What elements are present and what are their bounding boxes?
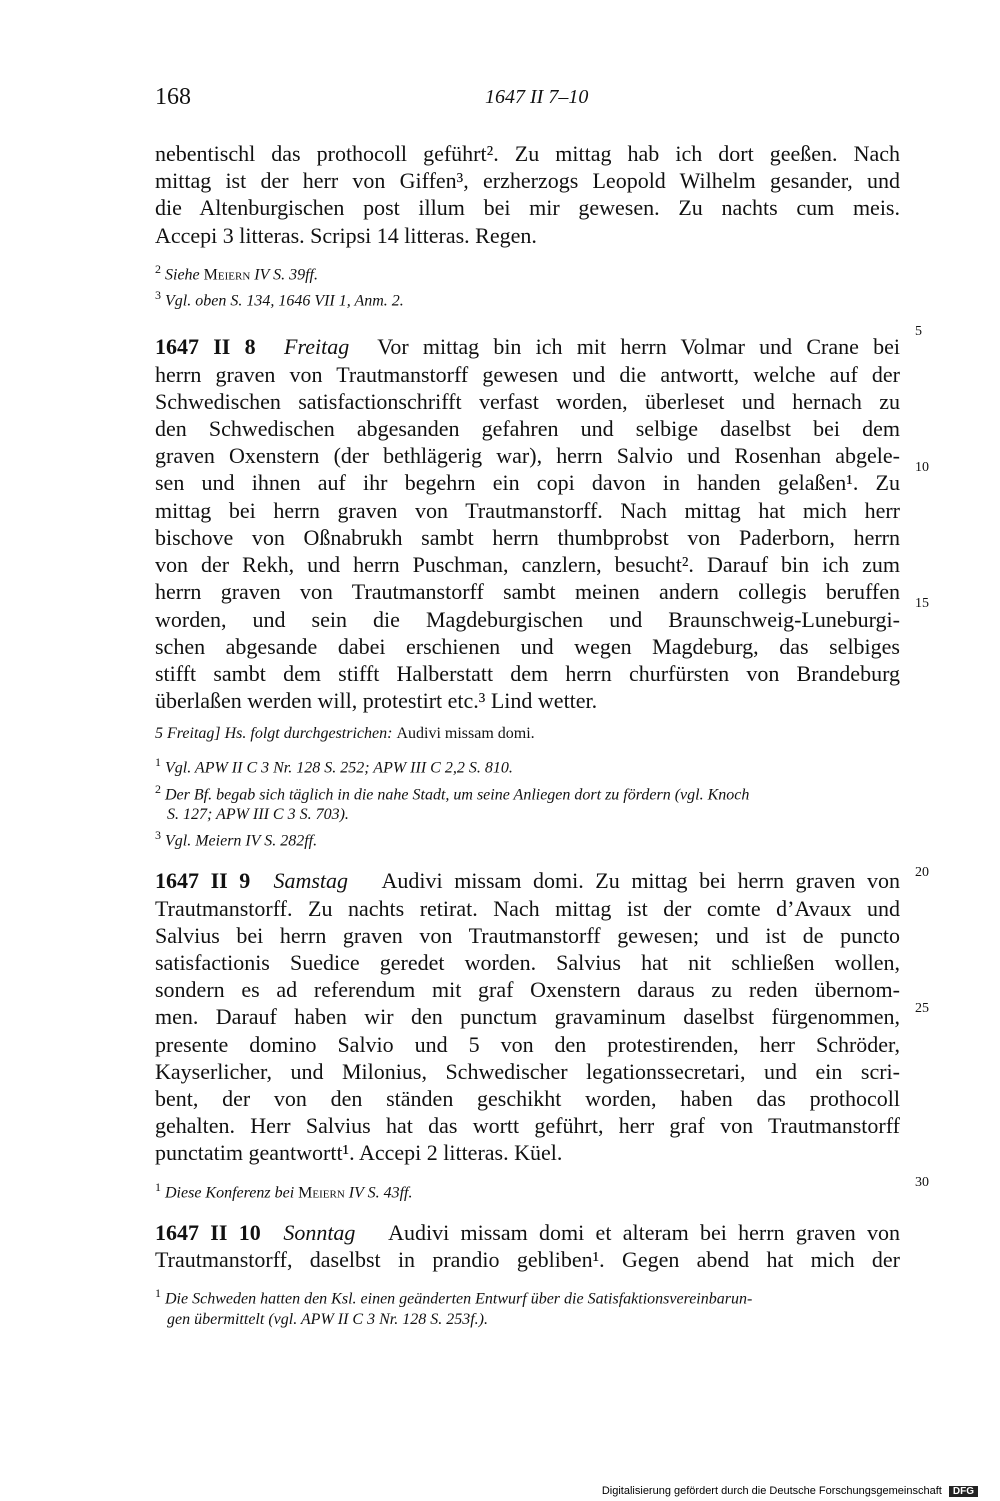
text-line: bischove von Oßnabrukh sambt herrn thumbprobst von Paderborn, herrn bbox=[155, 524, 900, 550]
text-line: mittag bei herrn graven von Trautmanstorff. Nach mittag hat mich herr bbox=[155, 497, 900, 523]
text-line: Accepi 3 litteras. Scripsi 14 litteras. Regen. bbox=[155, 222, 537, 248]
page-body bbox=[155, 140, 900, 1330]
text-line: Salvius bei herrn graven von Trautmanstorff gewesen; und ist de puncto bbox=[155, 922, 900, 948]
running-head: 1647 II 7–10 bbox=[485, 86, 589, 108]
text-line: graven Oxenstern (der bethlägerig war), herrn Salvio und Rosenhan abgele- bbox=[155, 443, 900, 469]
entry-date: 1647 II 8 bbox=[155, 334, 256, 360]
text-line: punctatim geantwortt¹. Accepi 2 litteras. Küel. bbox=[155, 1140, 563, 1166]
text-line: schen abgesande dabei erschienen und wegen Magdeburg, das selbiges bbox=[155, 633, 900, 659]
text-line: die Altenburgischen post illum bei mir gewesen. Zu nachts cum meis. bbox=[155, 195, 900, 221]
text-line: bent, der von den ständen geschikht worden, haben das prothocoll bbox=[155, 1085, 900, 1111]
text-line: gehalten. Herr Salvius hat das wortt geführt, herr graf von Trautmanstorff bbox=[155, 1113, 900, 1139]
line-number: 20 bbox=[915, 865, 929, 880]
footnote: $^1$ Die Schweden hatten den Ksl. einen geänderten Entwurf über die Satisfaktionsvereinbarun- bbox=[155, 1286, 753, 1308]
text-line: mittag ist der herr von Giffen³, erzherzogs Leopold Wilhelm gesander, und bbox=[155, 168, 900, 194]
intro-paragraph bbox=[155, 140, 900, 249]
footnote: $^1$ Vgl. APW II C 3 Nr. 128 S. 252; APW III C 2,2 S. 810. bbox=[155, 755, 513, 777]
entry-weekday: Samstag bbox=[273, 868, 348, 894]
text-line: sen und ihnen auf ihr begehrn ein copi davon in handen gelaßen¹. Zu bbox=[155, 470, 900, 496]
line-number: 10 bbox=[915, 460, 929, 475]
dfg-logo: DFG bbox=[949, 1486, 978, 1497]
entry-8-footnotes bbox=[155, 752, 900, 851]
text-line: herrn graven von Trautmanstorff gewesen und die antwortt, welche auf der bbox=[155, 361, 900, 387]
text-line: überlaßen werden will, protestirt etc.³ Lind wetter. bbox=[155, 688, 598, 714]
footnote: $^1$ Diese Konferenz bei Meiern IV S. 43ff. bbox=[155, 1179, 413, 1201]
entry-10-footnotes bbox=[155, 1283, 900, 1329]
footnote-continuation: gen übermittelt (vgl. APW II C 3 Nr. 128 S. 253f.). bbox=[167, 1310, 488, 1328]
page-header bbox=[155, 84, 900, 114]
entry-weekday: Sonntag bbox=[283, 1219, 356, 1245]
text-line: Trautmanstorff, daselbst in prandio gebliben¹. Gegen abend hat mich der bbox=[155, 1247, 900, 1273]
text-line: 1647 II 9 Samstag Audivi missam domi. Zu mittag bei herrn graven von bbox=[155, 868, 900, 894]
entry-1647-ii-9 bbox=[155, 867, 900, 1166]
line-number: 25 bbox=[915, 1001, 929, 1016]
text-line: 1647 II 10 Sonntag Audivi missam domi et alteram bei herrn graven von bbox=[155, 1219, 901, 1245]
text-line: herrn graven von Trautmanstorff sambt meinen andern collegis beruffen bbox=[155, 579, 900, 605]
text-line: Trautmanstorff. Zu nachts retirat. Nach mittag ist der comte d’Avaux und bbox=[155, 895, 900, 921]
text-line: Kayserlicher, und Milonius, Schwedischer legationssecretari, und ein scri- bbox=[155, 1058, 900, 1084]
footnote-continuation: S. 127; APW III C 3 S. 703). bbox=[167, 805, 349, 823]
entry-1647-ii-8 bbox=[155, 333, 900, 714]
entry-weekday: Freitag bbox=[284, 334, 350, 360]
text-line: men. Darauf haben wir den punctum gravaminum daselbst fürgenommen, bbox=[155, 1004, 900, 1030]
text-line: 1647 II 8 Freitag Vor mittag bin ich mit herrn Volmar und Crane bei bbox=[155, 334, 901, 360]
text-line: satisfactionis Suedice geredet worden. Salvius hat nit schließen wollen, bbox=[155, 949, 900, 975]
footnote: $^3$ Vgl. oben S. 134, 1646 VII 1, Anm. 2. bbox=[155, 288, 404, 310]
intro-footnotes bbox=[155, 259, 900, 312]
text-line: von der Rekh, und herrn Puschman, canzlern, besucht². Darauf bin ich zum bbox=[155, 552, 900, 578]
digitization-credit: Digitalisierung gefördert durch die Deutsche Forschungsgemeinschaft DFG bbox=[602, 1485, 978, 1497]
footnote: $^2$ Der Bf. begab sich täglich in die nahe Stadt, um seine Anliegen dort zu fördern (vgl. Knoch bbox=[155, 781, 750, 803]
entry-date: 1647 II 10 bbox=[155, 1219, 261, 1245]
line-number: 15 bbox=[915, 596, 929, 611]
text-line: nebentischl das prothocoll geführt². Zu mittag hab ich dort geeßen. Nach bbox=[155, 141, 900, 166]
entry-9-footnotes bbox=[155, 1177, 900, 1203]
text-line: worden, und sein die Magdeburgischen und Braunschweig-Luneburgi- bbox=[155, 606, 900, 632]
line-number: 5 bbox=[915, 324, 922, 339]
text-line: Schwedischen satisfactionschrifft verfast worden, überleset und hernach zu bbox=[155, 388, 900, 414]
entry-1647-ii-10 bbox=[155, 1219, 900, 1273]
text-line: presente domino Salvio und 5 von den protestirenden, herr Schröder, bbox=[155, 1031, 900, 1057]
entry-8-apparatus bbox=[155, 724, 900, 744]
critical-apparatus: 5 Freitag] Hs. folgt durchgestrichen: Audivi missam domi. bbox=[155, 725, 535, 743]
text-line: stifft sambt dem stifft Halberstatt dem herrn churfürsten von Brandeburg bbox=[155, 660, 900, 686]
text-line: sondern es ad referendum mit graf Oxenstern daraus zu reden übernom- bbox=[155, 977, 900, 1003]
entry-date: 1647 II 9 bbox=[155, 868, 251, 894]
page-number: 168 bbox=[155, 84, 191, 110]
text-line: den Schwedischen abgesanden gefahren und selbige daselbst bei dem bbox=[155, 416, 900, 442]
footnote: $^2$ Siehe Meiern IV S. 39ff. bbox=[155, 261, 318, 284]
line-number: 30 bbox=[915, 1175, 929, 1190]
footnote: $^3$ Vgl. Meiern IV S. 282ff. bbox=[155, 827, 318, 850]
